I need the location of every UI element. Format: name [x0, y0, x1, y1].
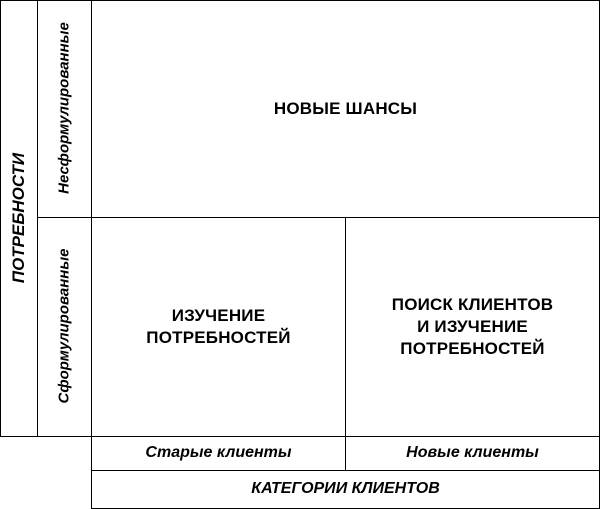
- cell-client-search: ПОИСК КЛИЕНТОВ И ИЗУЧЕНИЕ ПОТРЕБНОСТЕЙ: [391, 294, 554, 359]
- x-category-old-clients: Старые клиенты: [145, 444, 292, 462]
- y-title-divider: [37, 0, 38, 437]
- x-category-new-clients: Новые клиенты: [406, 444, 539, 462]
- y-axis-title: ПОТРЕБНОСТИ: [9, 152, 28, 284]
- cell-new-opportunities: НОВЫЕ ШАНСЫ: [273, 98, 418, 118]
- y-category-formulated: Сформулированные: [55, 248, 73, 404]
- x-axis-title: КАТЕГОРИИ КЛИЕНТОВ: [251, 480, 440, 498]
- left-border: [0, 0, 1, 437]
- cell-needs-study: ИЗУЧЕНИЕ ПОТРЕБНОСТЕЙ: [146, 305, 291, 347]
- y-category-unformulated: Несформулированные: [55, 22, 73, 194]
